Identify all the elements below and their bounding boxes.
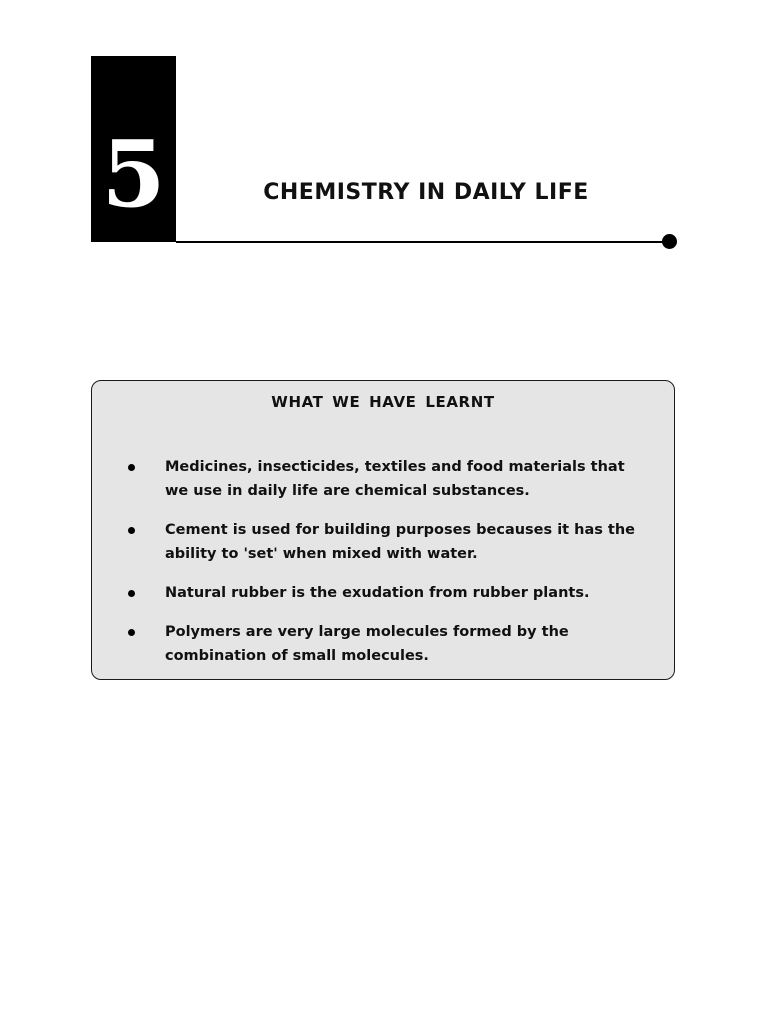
- summary-item: [92, 455, 674, 503]
- bullet-icon: [128, 527, 135, 534]
- summary-item-text: Medicines, insecticides, textiles and food materials that we use in daily life are chemical substances.: [165, 459, 625, 499]
- bullet-icon: [128, 464, 135, 471]
- summary-item: [92, 620, 674, 668]
- summary-list: [92, 455, 674, 683]
- summary-item-text: Natural rubber is the exudation from rubber plants.: [165, 585, 590, 601]
- summary-box: [91, 380, 675, 680]
- summary-heading: WHAT WE HAVE LEARNT: [271, 393, 495, 411]
- chapter-number-block: [91, 56, 176, 242]
- chapter-number: 5: [101, 120, 166, 228]
- title-underline-rule: [176, 241, 666, 243]
- summary-item-text: Polymers are very large molecules formed by the combination of small molecules.: [165, 624, 569, 664]
- chapter-title: CHEMISTRY IN DAILY LIFE: [263, 180, 589, 205]
- summary-item-text: Cement is used for building purposes becauses it has the ability to 'set' when mixed with water.: [165, 522, 636, 562]
- bullet-icon: [128, 629, 135, 636]
- summary-item: [92, 581, 674, 605]
- bullet-icon: [128, 590, 135, 597]
- title-rule-end-dot: [662, 234, 677, 249]
- summary-item: [92, 518, 674, 566]
